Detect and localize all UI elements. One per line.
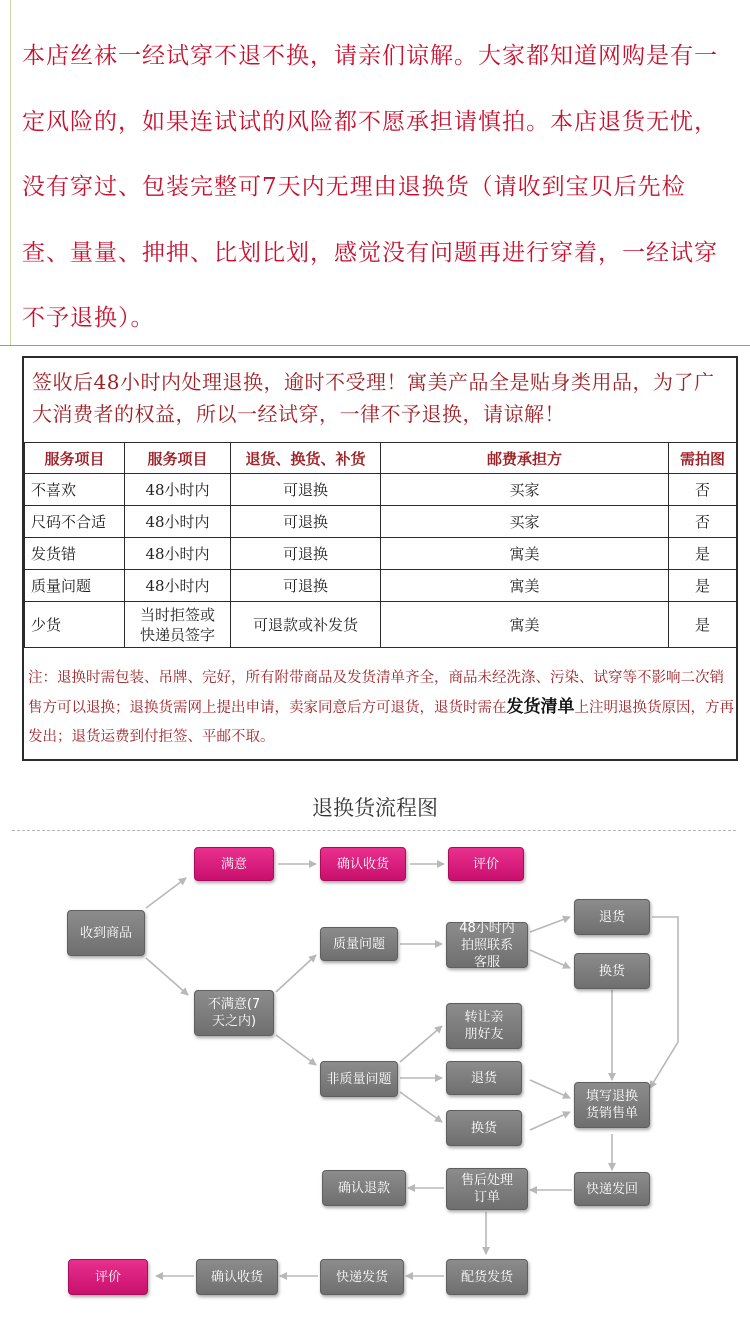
flow-node-received: 收到商品 xyxy=(67,910,145,956)
policy-table-header xyxy=(25,443,737,474)
note-text-before: 注：退换时需包装、吊牌、完好，所有附带商品及发货清单齐全，商品未经洗涤、污染、试穿等不影响二次销售方可以退换；退换货需网上提出申请，卖家同意后方可退货，退货时需在 xyxy=(28,670,724,716)
arrow xyxy=(400,1026,442,1062)
arrow xyxy=(650,917,678,1088)
arrow xyxy=(146,958,188,995)
note-bold-text: 发货清单 xyxy=(506,697,575,717)
flow-node-confirm-refund: 确认退款 xyxy=(322,1170,406,1206)
notice-divider xyxy=(0,345,750,346)
table-cell: 48小时内 xyxy=(125,570,231,602)
table-cell: 买家 xyxy=(381,506,669,538)
arrow xyxy=(530,1112,570,1130)
table-cell: 是 xyxy=(669,570,737,602)
flow-node-process-order: 售后处理订单 xyxy=(446,1168,528,1210)
header-cell: 服务项目 xyxy=(25,443,125,474)
table-row xyxy=(25,602,737,648)
flow-node-return: 退货 xyxy=(574,899,650,935)
arrow xyxy=(530,1080,570,1098)
flow-node-prepare-ship: 配货发货 xyxy=(446,1259,528,1295)
flow-node-express-ship: 快递发货 xyxy=(320,1259,404,1295)
table-cell: 寓美 xyxy=(381,570,669,602)
table-cell: 否 xyxy=(669,474,737,506)
return-notice xyxy=(0,0,750,345)
arrow xyxy=(530,950,570,968)
table-cell: 买家 xyxy=(381,474,669,506)
flow-node-review: 评价 xyxy=(448,847,524,881)
table-row xyxy=(25,570,737,602)
table-cell: 少货 xyxy=(25,602,125,648)
table-cell: 可退换 xyxy=(231,538,381,570)
table-cell: 不喜欢 xyxy=(25,474,125,506)
table-cell: 是 xyxy=(669,538,737,570)
flow-node-review-bottom: 评价 xyxy=(68,1259,148,1295)
table-cell: 48小时内 xyxy=(125,474,231,506)
table-row xyxy=(25,506,737,538)
return-policy-box xyxy=(22,356,738,761)
header-cell: 需拍图 xyxy=(669,443,737,474)
table-cell: 尺码不合适 xyxy=(25,506,125,538)
flow-node-confirm-receipt-bottom: 确认收货 xyxy=(196,1259,278,1295)
header-cell: 邮费承担方 xyxy=(381,443,669,474)
flow-node-fill-form: 填写退换货销售单 xyxy=(574,1082,650,1128)
table-cell: 可退换 xyxy=(231,570,381,602)
policy-intro: 签收后48小时内处理退换，逾时不受理！寓美产品全是贴身类用品，为了广大消费者的权益，所以一经试穿，一律不予退换，请谅解！ xyxy=(32,370,715,426)
header-cell: 服务项目 xyxy=(125,443,231,474)
flow-node-transfer: 转让亲朋好友 xyxy=(446,1003,522,1049)
table-cell: 是 xyxy=(669,602,737,648)
arrow xyxy=(276,955,316,992)
flow-node-satisfied: 满意 xyxy=(194,847,274,881)
flow-node-quality-issue: 质量问题 xyxy=(320,927,398,961)
arrow xyxy=(146,878,186,908)
table-cell: 否 xyxy=(669,506,737,538)
table-cell: 质量问题 xyxy=(25,570,125,602)
flow-node-unsatisfied: 不满意(7天之内) xyxy=(194,990,274,1036)
notice-text: 本店丝袜一经试穿不退不换，请亲们谅解。大家都知道网购是有一定风险的，如果连试试的风险都不愿承担请慎拍。本店退货无忧，没有穿过、包装完整可7天内无理由退换货（请收到宝贝后先检查、量量、抻抻、比划比划，感觉没有问题再进行穿着，一经试穿不予退换）。 xyxy=(22,43,718,331)
table-cell: 当时拒签或 快递员签字 xyxy=(125,602,231,648)
table-cell: 48小时内 xyxy=(125,538,231,570)
header-cell: 退货、换货、补货 xyxy=(231,443,381,474)
table-row xyxy=(25,474,737,506)
flow-node-non-quality-issue: 非质量问题 xyxy=(320,1061,398,1097)
flow-node-exchange: 换货 xyxy=(574,953,650,989)
table-cell: 可退换 xyxy=(231,506,381,538)
arrow xyxy=(400,1092,442,1122)
flow-node-ship-back: 快递发回 xyxy=(574,1172,650,1206)
note-text-after: 上注明退换货原因，方再发出；退货运费到付拒签、平邮不取。 xyxy=(28,700,734,745)
arrow xyxy=(276,1035,316,1065)
policy-note xyxy=(28,664,734,752)
table-cell: 寓美 xyxy=(381,538,669,570)
table-cell: 发货错 xyxy=(25,538,125,570)
flow-title: 退换货流程图 xyxy=(312,796,438,820)
table-cell: 可退款或补发货 xyxy=(231,602,381,648)
flow-node-photo-48h: 48小时内拍照联系客服 xyxy=(446,922,528,968)
table-cell: 寓美 xyxy=(381,602,669,648)
table-row xyxy=(25,538,737,570)
arrow xyxy=(530,917,570,932)
table-cell: 48小时内 xyxy=(125,506,231,538)
flow-node-exchange-mid: 换货 xyxy=(446,1110,522,1146)
policy-table xyxy=(24,442,737,648)
notice-left-rule xyxy=(10,0,11,345)
table-cell: 可退换 xyxy=(231,474,381,506)
flow-node-return-mid: 退货 xyxy=(446,1061,522,1095)
flow-node-confirm-receipt: 确认收货 xyxy=(320,847,406,881)
